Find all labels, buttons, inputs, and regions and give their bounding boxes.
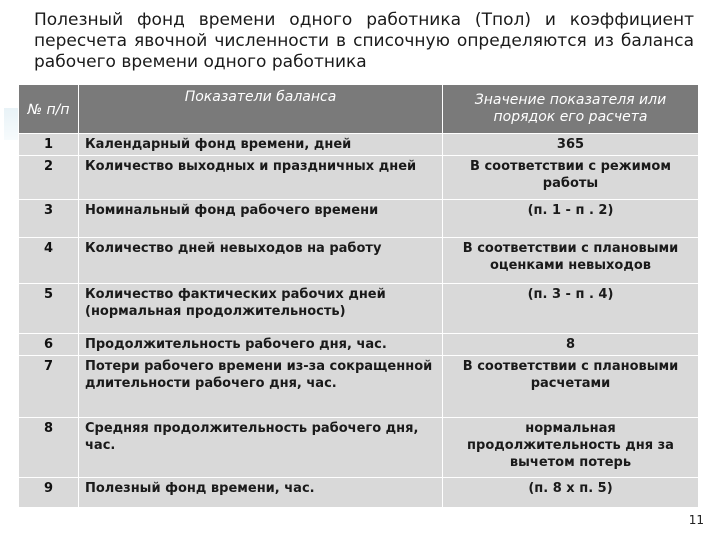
row-value: В соответствии с плановыми оценками невыходов <box>443 238 699 284</box>
row-num: 2 <box>19 156 79 200</box>
row-num: 9 <box>19 478 79 508</box>
row-value: (п. 1 - п . 2) <box>443 200 699 238</box>
page-title: Полезный фонд времени одного работника (Тпол) и коэффициент пересчета явочной численности в списочную определяются из баланса рабочего времени одного работника <box>34 10 694 72</box>
table-row <box>19 200 699 238</box>
table-row <box>19 478 699 508</box>
table-row <box>19 284 699 334</box>
row-indicator: Количество выходных и праздничных дней <box>79 156 443 200</box>
row-num: 5 <box>19 284 79 334</box>
row-value: нормальная продолжительность дня за вычетом потерь <box>443 418 699 478</box>
table-row <box>19 418 699 478</box>
row-value: В соответствии с режимом работы <box>443 156 699 200</box>
row-num: 1 <box>19 134 79 156</box>
row-indicator: Потери рабочего времени из-за сокращенной длительности рабочего дня, час. <box>79 356 443 418</box>
table-row <box>19 334 699 356</box>
row-indicator: Количество дней невыходов на работу <box>79 238 443 284</box>
table-row <box>19 156 699 200</box>
row-value: В соответствии с плановыми расчетами <box>443 356 699 418</box>
row-indicator: Средняя продолжительность рабочего дня, час. <box>79 418 443 478</box>
header-indicator: Показатели баланса <box>79 85 443 134</box>
table-row <box>19 134 699 156</box>
row-num: 6 <box>19 334 79 356</box>
row-value: (п. 3 - п . 4) <box>443 284 699 334</box>
row-value: 8 <box>443 334 699 356</box>
header-num: № п/п <box>19 85 79 134</box>
row-value: 365 <box>443 134 699 156</box>
table-row <box>19 238 699 284</box>
row-indicator: Номинальный фонд рабочего времени <box>79 200 443 238</box>
row-value: (п. 8 х п. 5) <box>443 478 699 508</box>
row-indicator: Полезный фонд времени, час. <box>79 478 443 508</box>
table-header-row <box>19 85 699 134</box>
row-indicator: Календарный фонд времени, дней <box>79 134 443 156</box>
row-num: 7 <box>19 356 79 418</box>
header-value: Значение показателя или порядок его расчета <box>443 85 699 134</box>
balance-table <box>18 84 699 508</box>
table-row <box>19 356 699 418</box>
row-indicator: Продолжительность рабочего дня, час. <box>79 334 443 356</box>
row-num: 3 <box>19 200 79 238</box>
row-indicator: Количество фактических рабочих дней (нормальная продолжительность) <box>79 284 443 334</box>
row-num: 4 <box>19 238 79 284</box>
row-num: 8 <box>19 418 79 478</box>
page-number: 11 <box>688 513 704 527</box>
